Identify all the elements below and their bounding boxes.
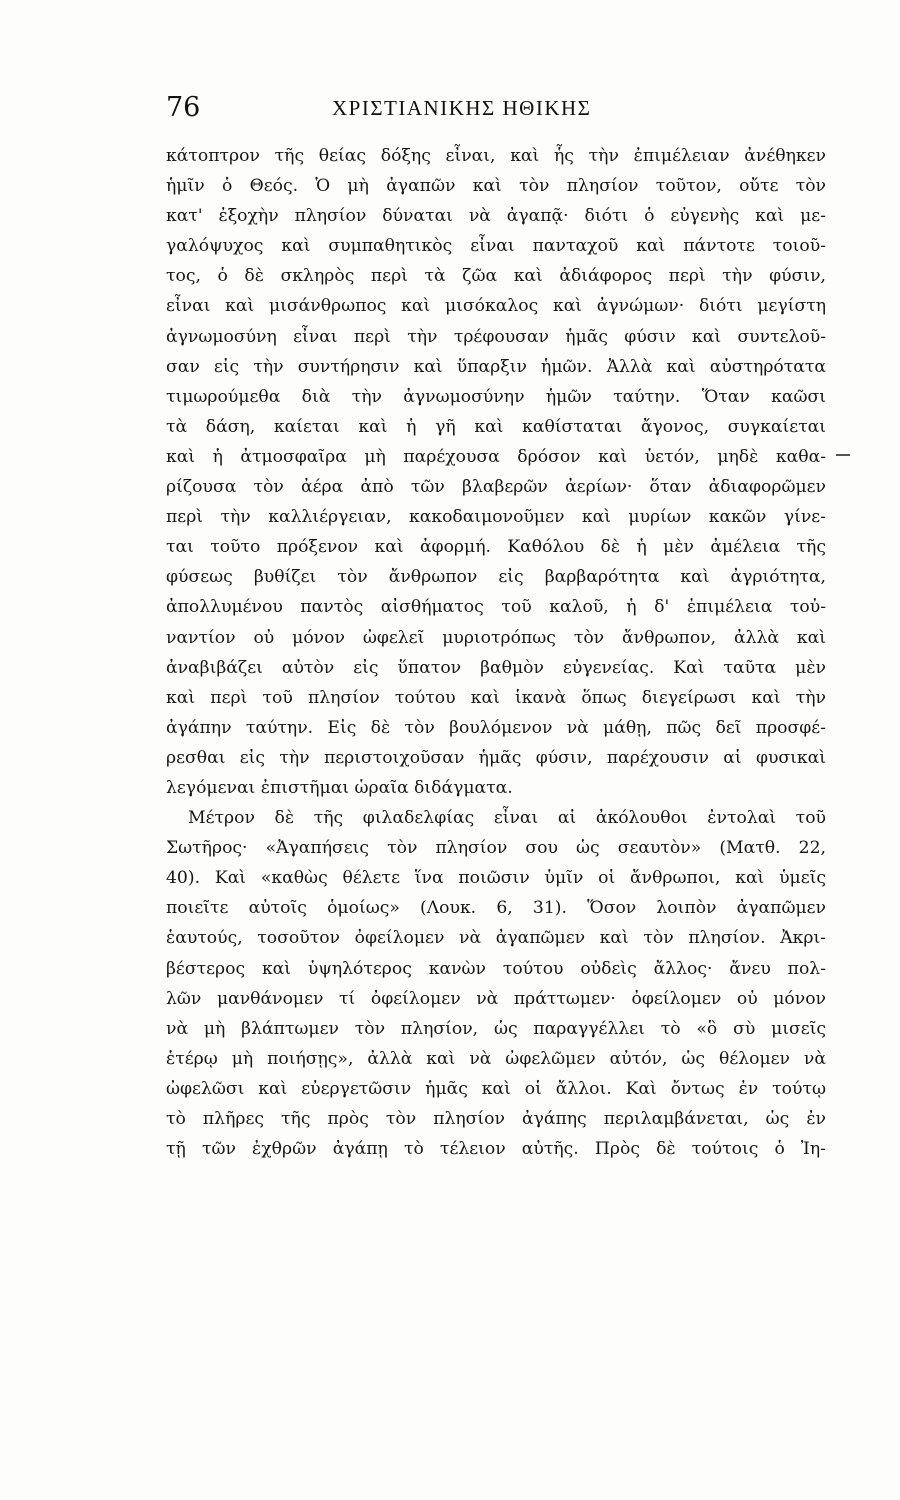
text-line: ναντίον οὐ μόνον ὠφελεῖ μυριοτρόπως τὸν ἄνθρωπον, ἀλλὰ καὶ — [166, 627, 826, 648]
text-line: τῇ τῶν ἐχθρῶν ἀγάπῃ τὸ τέλειον αὐτῆς. Πρὸς δὲ τούτοις ὁ Ἰη- — [166, 1139, 826, 1160]
text-line: ρεσθαι εἰς τὴν περιστοιχοῦσαν ἡμᾶς φύσιν, παρέχουσιν αἱ φυσικαὶ — [166, 747, 826, 768]
text-line: κάτοπτρον τῆς θείας δόξης εἶναι, καὶ ἧς τὴν ἐπιμέλειαν ἀνέθηκεν — [166, 146, 826, 166]
text-line: ἡμῖν ὁ Θεός. Ὁ μὴ ἀγαπῶν καὶ τὸν πλησίον τοῦτον, οὔτε τὸν — [166, 176, 826, 197]
text-line: γαλόψυχος καὶ συμπαθητικὸς εἶναι πανταχοῦ καὶ πάντοτε τοιοῦ- — [166, 236, 826, 257]
page-number: 76 — [166, 92, 201, 123]
text-line: βέστερος καὶ ὑψηλότερος κανὼν τούτου οὐδεὶς ἄλλος· ἄνευ πολ- — [166, 958, 826, 979]
text-line: νὰ μὴ βλάπτωμεν τὸν πλησίον, ὡς παραγγέλλει τὸ «ὃ σὺ μισεῖς — [166, 1018, 826, 1039]
text-line: τος, ὁ δὲ σκληρὸς περὶ τὰ ζῶα καὶ ἀδιάφορος περὶ τὴν φύσιν, — [166, 266, 826, 287]
margin-mark — [836, 454, 850, 456]
text-line: καὶ ἡ ἀτμοσφαῖρα μὴ παρέχουσα δρόσον καὶ ὑετόν, μηδὲ καθα- — [166, 446, 826, 467]
text-line: καὶ περὶ τοῦ πλησίον τούτου καὶ ἱκανὰ ὅπως διεγείρωσι καὶ τὴν — [166, 687, 826, 708]
text-line: ται τοῦτο πρόξενον καὶ ἀφορμή. Καθόλου δὲ ἡ μὲν ἀμέλεια τῆς — [166, 537, 826, 558]
text-line: ἀγνωμοσύνη εἶναι περὶ τὴν τρέφουσαν ἡμᾶς φύσιν καὶ συντελοῦ- — [166, 326, 826, 347]
text-line: τὰ δάση, καίεται καὶ ἡ γῆ καὶ καθίσταται ἄγονος, συγκαίεται — [166, 416, 826, 437]
body-text — [166, 141, 826, 1164]
text-line: ρίζουσα τὸν ἀέρα ἀπὸ τῶν βλαβερῶν ἀερίων· ὅταν ἀδιαφορῶμεν — [166, 477, 826, 498]
running-head: ΧΡΙΣΤΙΑΝΙΚΗΣ ΗΘΙΚΗΣ — [332, 96, 592, 120]
text-line: Σωτῆρος· «Ἀγαπήσεις τὸν πλησίον σου ὡς σεαυτὸν» (Ματθ. 22, — [166, 838, 826, 859]
paragraph-end-line: λεγόμεναι ἐπιστῆμαι ὡραῖα διδάγματα. — [166, 777, 513, 798]
text-line: ἀναβιβάζει αὐτὸν εἰς ὕπατον βαθμὸν εὐγενείας. Καὶ ταῦτα μὲν — [166, 657, 826, 678]
text-line: τιμωρούμεθα διὰ τὴν ἀγνωμοσύνην ἡμῶν ταύτην. Ὅταν καῶσι — [166, 386, 826, 407]
text-line: ἑαυτούς, τοσοῦτον ὀφείλομεν νὰ ἀγαπῶμεν καὶ τὸν πλησίον. Ἀκρι- — [166, 928, 826, 949]
text-line: φύσεως βυθίζει τὸν ἄνθρωπον εἰς βαρβαρότητα καὶ ἀγριότητα, — [166, 567, 826, 588]
text-line: λῶν μανθάνομεν τί ὀφείλομεν νὰ πράττωμεν· ὀφείλομεν οὐ μόνον — [166, 988, 826, 1009]
text-line: τὸ πλῆρες τῆς πρὸς τὸν πλησίον ἀγάπης περιλαμβάνεται, ὡς ἐν — [166, 1109, 826, 1129]
paragraph-start-line: Μέτρον δὲ τῆς φιλαδελφίας εἶναι αἱ ἀκόλουθοι ἐντολαὶ τοῦ — [188, 808, 826, 829]
text-line: ὠφελῶσι καὶ εὐεργετῶσιν ἡμᾶς καὶ οἱ ἄλλοι. Καὶ ὄντως ἐν τούτῳ — [166, 1078, 826, 1099]
text-line: περὶ τὴν καλλιέργειαν, κακοδαιμονοῦμεν καὶ μυρίων κακῶν γίνε- — [166, 507, 826, 528]
text-line: ποιεῖτε αὐτοῖς ὁμοίως» (Λουκ. 6, 31). Ὅσον λοιπὸν ἀγαπῶμεν — [166, 898, 826, 919]
page-header — [166, 92, 816, 132]
text-line: κατ' ἐξοχὴν πλησίον δύναται νὰ ἀγαπᾷ· διότι ὁ εὐγενὴς καὶ με- — [166, 206, 826, 227]
text-line: σαν εἰς τὴν συντήρησιν καὶ ὕπαρξιν ἡμῶν. Ἀλλὰ καὶ αὐστηρότατα — [166, 356, 826, 377]
text-line: ἑτέρῳ μὴ ποιήσῃς», ἀλλὰ καὶ νὰ ὠφελῶμεν αὐτόν, ὡς θέλομεν νὰ — [166, 1048, 826, 1069]
text-line: ἀγάπην ταύτην. Εἰς δὲ τὸν βουλόμενον νὰ μάθῃ, πῶς δεῖ προσφέ- — [166, 717, 826, 738]
text-line: 40). Καὶ «καθὼς θέλετε ἵνα ποιῶσιν ὑμῖν οἱ ἄνθρωποι, καὶ ὑμεῖς — [166, 868, 826, 889]
text-line: εἶναι καὶ μισάνθρωπος καὶ μισόκαλος καὶ ἀγνώμων· διότι μεγίστη — [166, 296, 826, 317]
text-line: ἀπολλυμένου παντὸς αἰσθήματος τοῦ καλοῦ, ἡ δ' ἐπιμέλεια τοὐ- — [166, 597, 826, 618]
